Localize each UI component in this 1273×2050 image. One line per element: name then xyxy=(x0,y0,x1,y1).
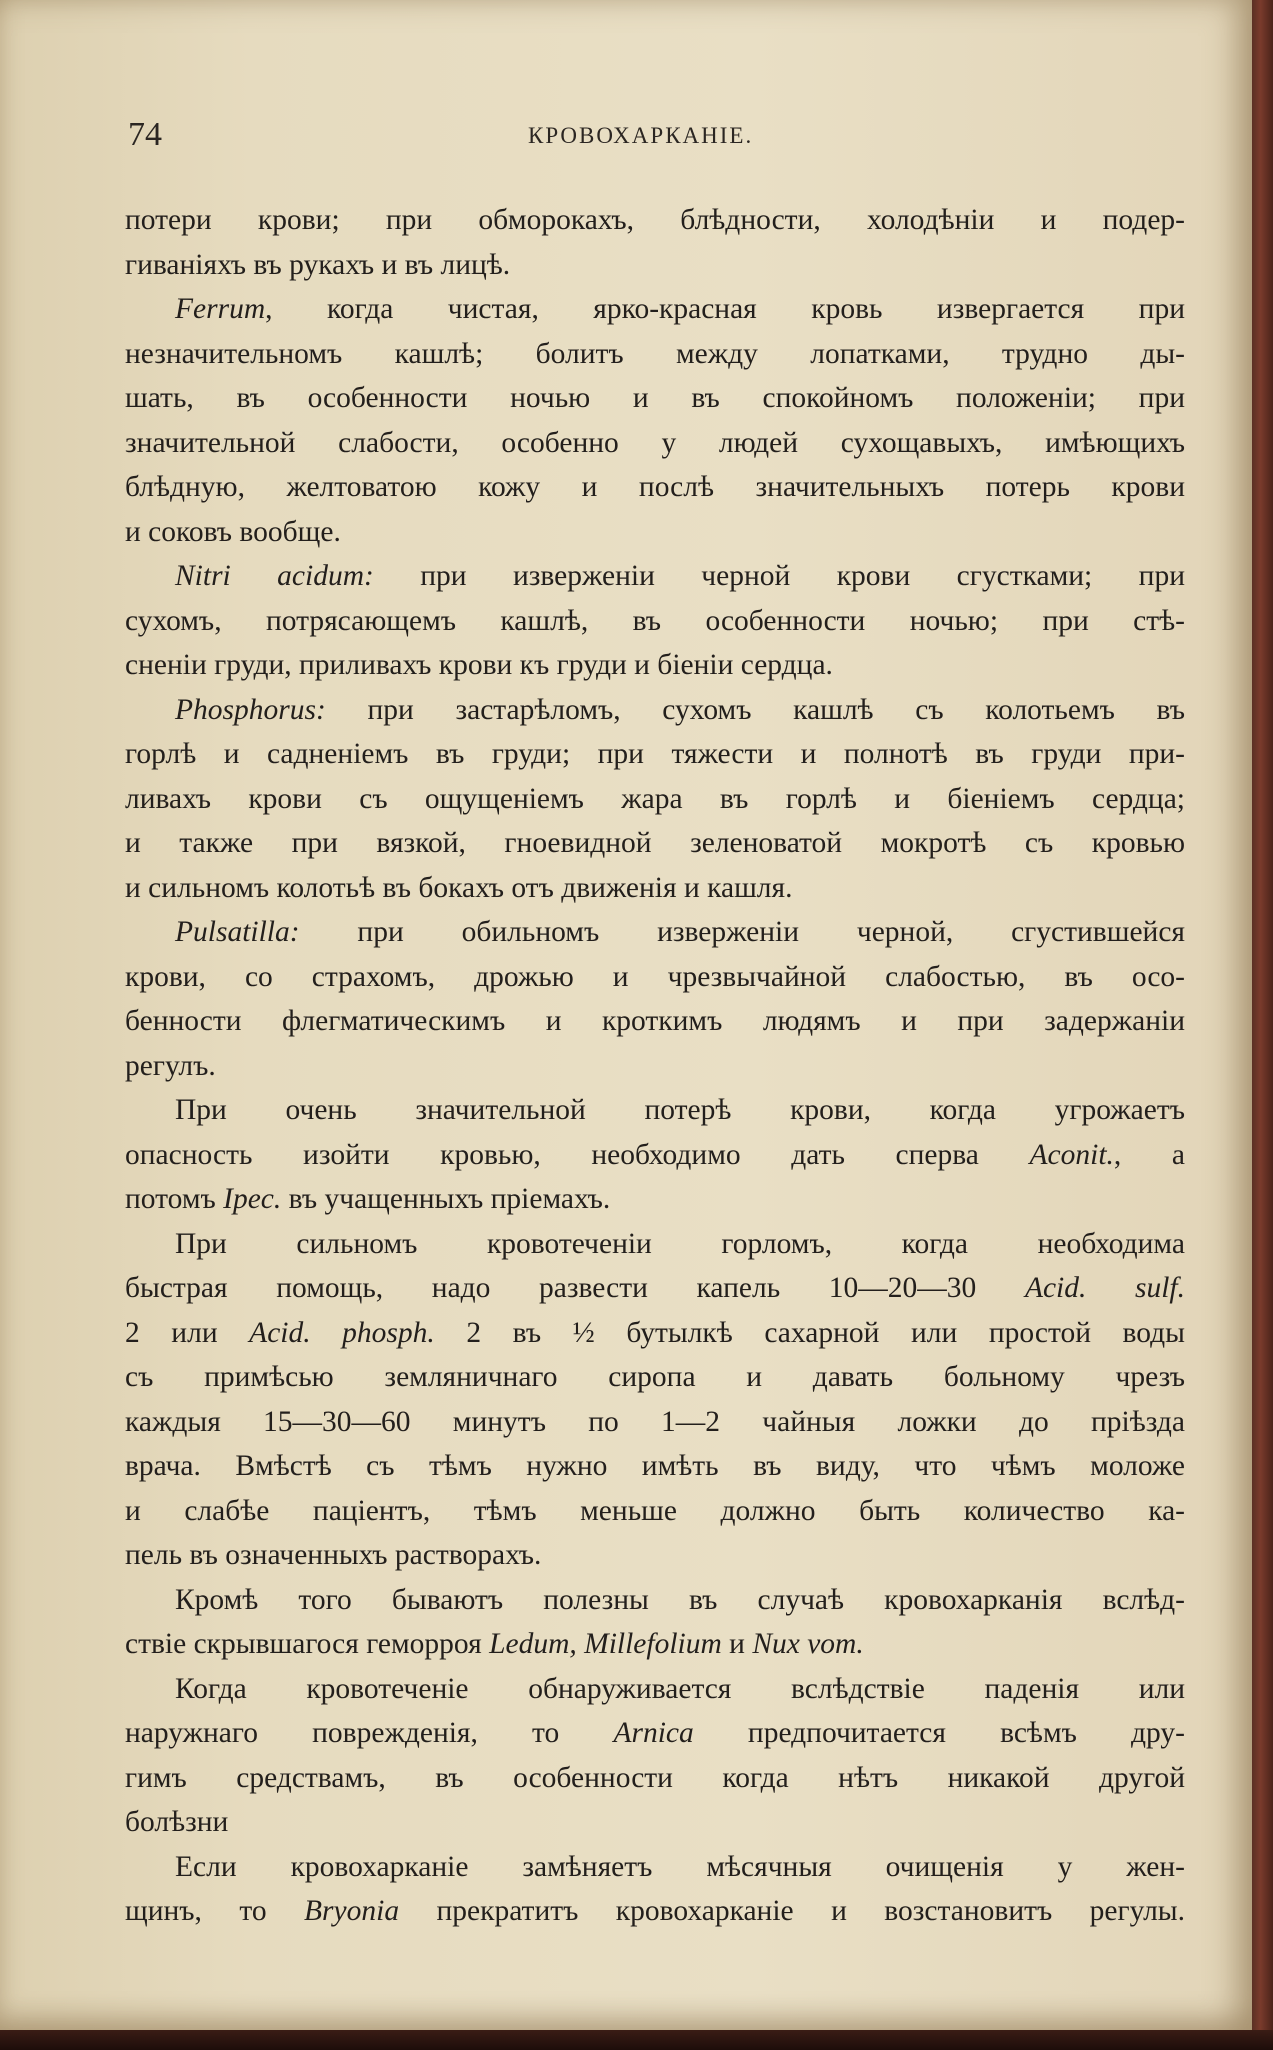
text-line xyxy=(125,1088,1185,1133)
latin-term: Ipec. xyxy=(223,1183,282,1215)
text-fragment: При очень значительной потерѣ крови, когда угрожаетъ xyxy=(175,1094,1185,1126)
text-line xyxy=(125,1222,1185,1267)
text-line xyxy=(125,1800,1185,1845)
text-line xyxy=(125,198,1185,243)
text-fragment: при изверженіи черной крови сгустками; при xyxy=(373,560,1185,592)
text-line xyxy=(125,1711,1185,1756)
text-fragment: въ учащенныхъ пріемахъ. xyxy=(281,1183,611,1215)
text-line xyxy=(125,1266,1185,1311)
text-fragment: быстрая помощь, надо развести капель 10—20—30 xyxy=(125,1272,1025,1304)
text-line xyxy=(125,1756,1185,1801)
text-fragment: потери крови; при обморокахъ, блѣдности, холодѣніи и подер- xyxy=(125,204,1185,236)
text-line xyxy=(125,1622,1185,1667)
text-fragment: , когда чистая, ярко-красная кровь извергается при xyxy=(265,293,1185,325)
latin-term: Acid. sulf. xyxy=(1024,1272,1185,1304)
text-fragment: съ примѣсью земляничнаго сиропа и давать больному чрезъ xyxy=(125,1361,1185,1393)
text-line xyxy=(125,955,1185,1000)
text-line xyxy=(125,1489,1185,1534)
text-fragment: и слабѣе паціентъ, тѣмъ меньше должно быть количество ка- xyxy=(125,1494,1185,1527)
text-fragment: каждыя 15—30—60 минутъ по 1—2 чайныя ложки до пріѣзда xyxy=(125,1405,1185,1438)
latin-term: Bryonia xyxy=(304,1895,400,1927)
text-fragment: врача. Вмѣстѣ съ тѣмъ нужно имѣть въ виду, что чѣмъ моложе xyxy=(125,1450,1185,1482)
text-line xyxy=(125,643,1185,688)
running-title: КРОВОХАРКАНІЕ. xyxy=(528,123,754,148)
text-line xyxy=(125,1311,1185,1356)
latin-term: Nux vom. xyxy=(752,1628,864,1660)
text-fragment: крови, со страхомъ, дрожью и чрезвычайной слабостью, въ осо- xyxy=(125,960,1185,993)
text-fragment: и также при вязкой, гноевидной зеленоватой мокротѣ съ кровью xyxy=(125,827,1185,859)
text-fragment: при застарѣломъ, сухомъ кашлѣ съ колотьемъ въ xyxy=(325,693,1185,726)
text-fragment: пель въ означенныхъ растворахъ. xyxy=(125,1539,542,1571)
text-line xyxy=(125,866,1185,911)
text-line xyxy=(125,1533,1185,1578)
text-fragment: регулъ. xyxy=(125,1049,216,1082)
text-fragment: шать, въ особенности ночью и въ спокойномъ положеніи; при xyxy=(125,382,1185,414)
text-fragment: бенности флегматическимъ и кроткимъ людямъ и при задержаніи xyxy=(125,1005,1185,1037)
text-fragment: сненіи груди, приливахъ крови къ груди и біеніи сердца. xyxy=(125,649,833,681)
text-fragment: 2 или xyxy=(125,1316,250,1349)
text-fragment: ствіе скрывшагося геморроя xyxy=(125,1628,490,1660)
latin-term: Aconit. xyxy=(1029,1138,1114,1171)
text-line xyxy=(125,1667,1185,1712)
text-fragment: сухомъ, потрясающемъ кашлѣ, въ особенности ночью; при стѣ- xyxy=(125,604,1185,637)
text-line xyxy=(125,510,1185,555)
text-line xyxy=(125,1177,1185,1222)
text-line xyxy=(125,999,1185,1044)
latin-term: Phosphorus: xyxy=(175,693,326,726)
latin-term: Pulsatilla: xyxy=(175,916,300,948)
text-fragment: наружнаго поврежденія, то xyxy=(125,1717,614,1749)
text-fragment: Кромѣ того бываютъ полезны въ случаѣ кровохарканія вслѣд- xyxy=(175,1583,1185,1616)
latin-term: Ferrum xyxy=(175,293,266,325)
page-number: 74 xyxy=(128,116,162,153)
text-line xyxy=(125,554,1185,599)
text-line xyxy=(125,287,1185,332)
text-line xyxy=(125,1889,1185,1934)
text-fragment: и сильномъ колотьѣ въ бокахъ отъ движенія и кашля. xyxy=(125,871,793,904)
text-fragment: ливахъ крови съ ощущеніемъ жара въ горлѣ и біеніемъ сердца; xyxy=(125,782,1185,815)
text-line xyxy=(125,688,1185,733)
text-line xyxy=(125,1044,1185,1089)
text-line xyxy=(125,599,1185,644)
latin-term: Ledum, Millefolium xyxy=(489,1628,722,1660)
text-fragment: 2 въ ½ бутылкѣ сахарной или простой воды xyxy=(434,1316,1185,1349)
text-line xyxy=(125,243,1185,288)
text-fragment: горлѣ и садненіемъ въ груди; при тяжести и полнотѣ въ груди при- xyxy=(125,738,1185,770)
book-edge-right xyxy=(1252,0,1273,2050)
text-line xyxy=(125,1578,1185,1623)
text-fragment: При сильномъ кровотеченіи горломъ, когда необходима xyxy=(175,1227,1185,1260)
text-fragment: Когда кровотеченіе обнаруживается вслѣдствіе паденія или xyxy=(175,1672,1185,1705)
text-line xyxy=(125,421,1185,466)
text-fragment: блѣдную, желтоватою кожу и послѣ значительныхъ потерь крови xyxy=(125,471,1185,503)
text-line xyxy=(125,910,1185,955)
text-fragment: опасность изойти кровью, необходимо дать сперва xyxy=(125,1138,1030,1171)
text-line xyxy=(125,1845,1185,1890)
text-fragment: гимъ средствамъ, въ особенности когда нѣтъ никакой другой xyxy=(125,1761,1185,1794)
text-fragment: предпочитается всѣмъ дру- xyxy=(693,1717,1185,1749)
text-line xyxy=(125,1444,1185,1489)
text-line xyxy=(125,332,1185,377)
latin-term: Nitri acidum: xyxy=(175,560,374,592)
text-line xyxy=(125,1133,1185,1178)
text-line xyxy=(125,376,1185,421)
text-fragment: и соковъ вообще. xyxy=(125,515,341,548)
text-line xyxy=(125,777,1185,822)
text-line xyxy=(125,1400,1185,1445)
text-fragment: при обильномъ изверженіи черной, сгустившейся xyxy=(299,916,1185,948)
text-fragment: незначительномъ кашлѣ; болитъ между лопатками, трудно ды- xyxy=(125,337,1185,370)
text-fragment: , а xyxy=(1113,1138,1186,1171)
text-line xyxy=(125,465,1185,510)
text-fragment: прекратитъ кровохарканіе и возстановитъ регулы. xyxy=(399,1895,1185,1927)
latin-term: Acid. phosph. xyxy=(249,1316,435,1349)
text-fragment: гиваніяхъ въ рукахъ и въ лицѣ. xyxy=(125,248,511,281)
text-line xyxy=(125,732,1185,777)
text-line xyxy=(125,1355,1185,1400)
text-fragment: щинъ, то xyxy=(125,1895,305,1927)
text-fragment: болѣзни xyxy=(125,1806,229,1838)
book-edge-bottom xyxy=(0,2030,1273,2050)
text-fragment: и xyxy=(721,1628,753,1660)
text-line xyxy=(125,821,1185,866)
text-fragment: потомъ xyxy=(125,1183,224,1215)
text-fragment: значительной слабости, особенно у людей сухощавыхъ, имѣющихъ xyxy=(125,426,1185,459)
body-text xyxy=(125,198,1185,1934)
page-header xyxy=(128,116,1188,156)
latin-term: Arnica xyxy=(613,1717,694,1749)
text-fragment: Если кровохарканіе замѣняетъ мѣсячныя очищенія у жен- xyxy=(175,1850,1185,1883)
